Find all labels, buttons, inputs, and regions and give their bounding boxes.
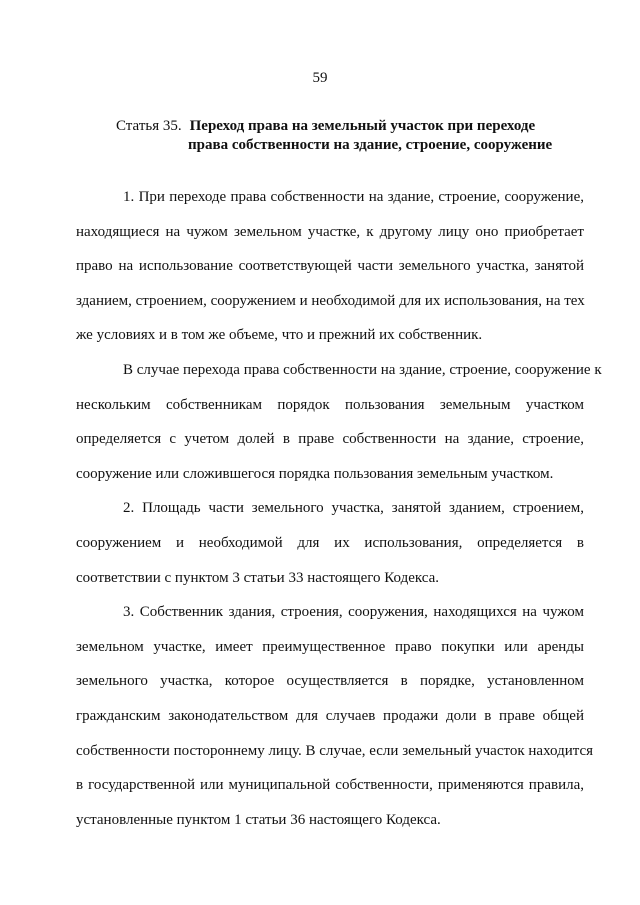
paragraph-3 bbox=[76, 491, 584, 595]
article-title-line-2: права собственности на здание, строение, сооружение bbox=[188, 137, 553, 153]
article-label: Статья 35. bbox=[116, 118, 182, 134]
paragraph-line: гражданским законодательством для случаев продажи доли в праве общей bbox=[76, 707, 584, 724]
paragraph-2 bbox=[76, 353, 602, 491]
paragraph-line: же условиях и в том же объеме, что и прежний их собственник. bbox=[76, 327, 483, 344]
paragraph-line: право на использование соответствующей части земельного участка, занятой bbox=[76, 258, 584, 275]
paragraph-line: находящиеся на чужом земельном участке, к другому лицу оно приобретает bbox=[76, 223, 584, 240]
paragraph-1 bbox=[76, 180, 584, 353]
paragraph-line: 1. При переходе права собственности на здание, строение, сооружение, bbox=[123, 189, 584, 205]
paragraph-line: земельного участка, которое осуществляется в порядке, установленном bbox=[76, 673, 584, 690]
paragraph-line: собственности постороннему лицу. В случае, если земельный участок находится bbox=[76, 742, 594, 759]
paragraph-4 bbox=[76, 595, 594, 837]
article-title bbox=[116, 117, 586, 155]
paragraph-line: 2. Площадь части земельного участка, занятой зданием, строением, bbox=[123, 500, 584, 517]
paragraph-line: земельном участке, имеет преимущественное право покупки или аренды bbox=[76, 638, 584, 655]
paragraph-line: установленные пунктом 1 статьи 36 настоящего Кодекса. bbox=[76, 811, 441, 828]
article-body bbox=[76, 180, 602, 837]
paragraph-line: определяется с учетом долей в праве собственности на здание, строение, bbox=[76, 431, 584, 448]
paragraph-line: 3. Собственник здания, строения, сооружения, находящихся на чужом bbox=[123, 604, 584, 621]
article-title-line-1: Переход права на земельный участок при переходе bbox=[189, 118, 536, 134]
paragraph-line: нескольким собственникам порядок пользования земельным участком bbox=[76, 396, 584, 413]
paragraph-line: сооружение или сложившегося порядка пользования земельным участком. bbox=[76, 465, 554, 482]
page-number: 59 bbox=[312, 70, 328, 86]
paragraph-line: сооружением и необходимой для их использования, определяется в bbox=[76, 534, 584, 551]
paragraph-line: соответствии с пунктом 3 статьи 33 настоящего Кодекса. bbox=[76, 569, 440, 586]
article-heading bbox=[116, 117, 586, 155]
paragraph-line: В случае перехода права собственности на здание, строение, сооружение к bbox=[123, 361, 602, 378]
paragraph-line: зданием, строением, сооружением и необходимой для их использования, на тех bbox=[76, 292, 585, 309]
paragraph-line: в государственной или муниципальной собственности, применяются правила, bbox=[76, 777, 584, 794]
